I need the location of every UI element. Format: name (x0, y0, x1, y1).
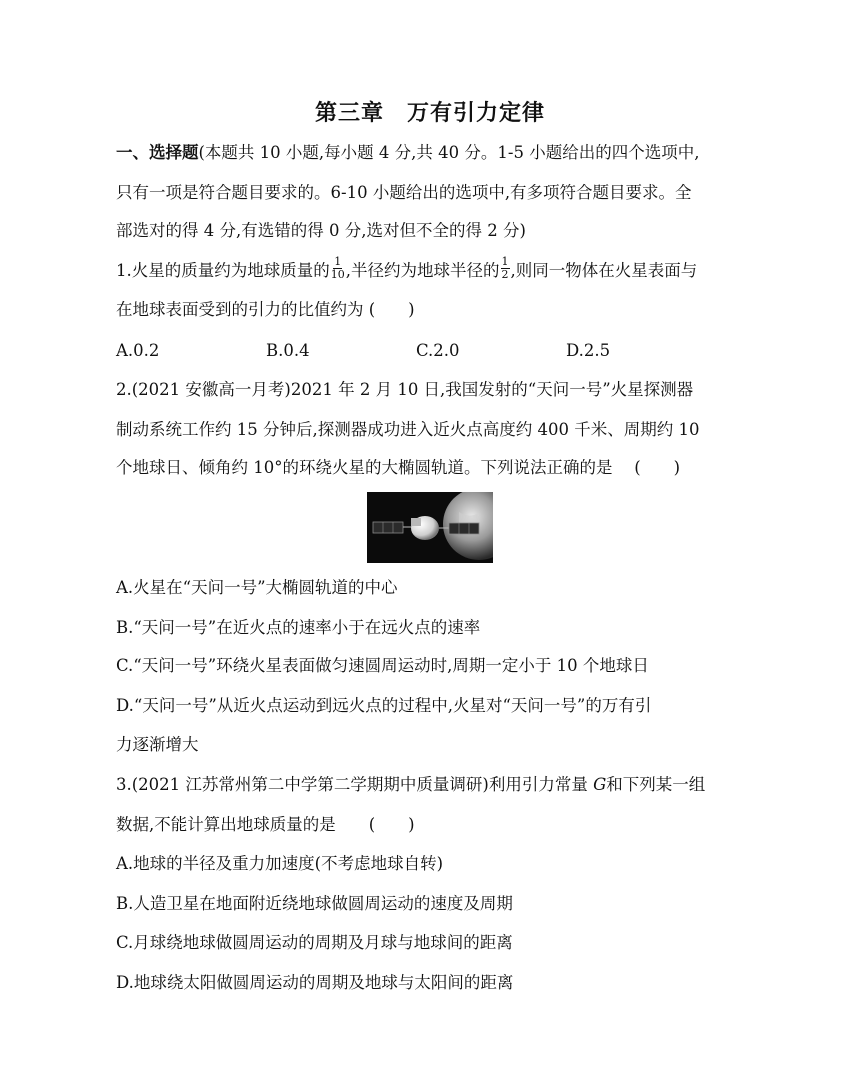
q3-text-b: 和下列某一组 (606, 775, 706, 794)
section-heading: 一、选择题 (116, 143, 199, 162)
q1-fraction-1-numerator: 1 (334, 255, 342, 268)
q3-option-a: A.地球的半径及重力加速度(不考虑地球自转) (116, 854, 444, 873)
q1-option-d: D.2.5 (566, 341, 611, 360)
probe-illustration (367, 492, 493, 563)
q3-option-d: D.地球绕太阳做圆周运动的周期及地球与太阳间的距离 (116, 973, 514, 992)
q2-option-a: A.火星在“天问一号”大椭圆轨道的中心 (116, 578, 398, 597)
q1-fraction-2-numerator: 1 (501, 255, 509, 268)
mars-probe-image (367, 492, 493, 563)
q1-fraction-2 (501, 256, 510, 281)
q1-text-a: 1.火星的质量约为地球质量的 (116, 261, 330, 280)
section-intro-line-1 (116, 141, 699, 165)
q2-option-d-line-1: D.“天问一号”从近火点运动到远火点的过程中,火星对“天问一号”的万有引 (116, 696, 652, 715)
solar-panel-right (449, 523, 479, 534)
q1-line-1 (116, 255, 698, 284)
q1-text-c: ,则同一物体在火星表面与 (510, 261, 698, 280)
q2-option-b: B.“天问一号”在近火点的速率小于在远火点的速率 (116, 618, 481, 637)
q2-line-2: 制动系统工作约 15 分钟后,探测器成功进入近火点高度约 400 千米、周期约 10 (116, 420, 700, 439)
section-intro-text-1: (本题共 10 小题,每小题 4 分,共 40 分。1-5 小题给出的四个选项中, (198, 143, 700, 162)
q3-symbol-g: G (593, 775, 607, 794)
q1-fraction-1-denominator: 10 (330, 268, 345, 281)
q1-fraction-2-denominator: 2 (501, 268, 509, 281)
q3-option-c: C.月球绕地球做圆周运动的周期及月球与地球间的距离 (116, 933, 513, 952)
q1-text-b: ,半径约为地球半径的 (345, 261, 500, 280)
section-intro-line-2: 只有一项是符合题目要求的。6-10 小题给出的选项中,有多项符合题目要求。全 (116, 183, 692, 202)
q3-option-b: B.人造卫星在地面附近绕地球做圆周运动的速度及周期 (116, 894, 513, 913)
q2-option-d-line-2: 力逐渐增大 (116, 735, 199, 754)
q3-line-1 (116, 773, 705, 797)
solar-panel-left (373, 522, 403, 533)
q3-line-2: 数据,不能计算出地球质量的是 ( ) (116, 815, 415, 834)
q1-option-b: B.0.4 (266, 341, 310, 360)
q1-option-c: C.2.0 (416, 341, 460, 360)
q3-text-a: 3.(2021 江苏常州第二中学第二学期期中质量调研)利用引力常量 (116, 775, 594, 794)
section-intro-line-3: 部选对的得 4 分,有选错的得 0 分,选对但不全的得 2 分) (116, 221, 526, 240)
q1-line-2: 在地球表面受到的引力的比值约为 ( ) (116, 300, 415, 319)
q2-option-c: C.“天问一号”环绕火星表面做匀速圆周运动时,周期一定小于 10 个地球日 (116, 656, 649, 675)
q2-line-1: 2.(2021 安徽高一月考)2021 年 2 月 10 日,我国发射的“天问一号”火星探测器 (116, 380, 694, 399)
q1-fraction-1 (331, 256, 345, 281)
q1-option-a: A.0.2 (116, 341, 160, 360)
chapter-title: 第三章 万有引力定律 (314, 101, 545, 126)
q2-line-3: 个地球日、倾角约 10°的环绕火星的大椭圆轨道。下列说法正确的是 ( ) (116, 458, 681, 477)
